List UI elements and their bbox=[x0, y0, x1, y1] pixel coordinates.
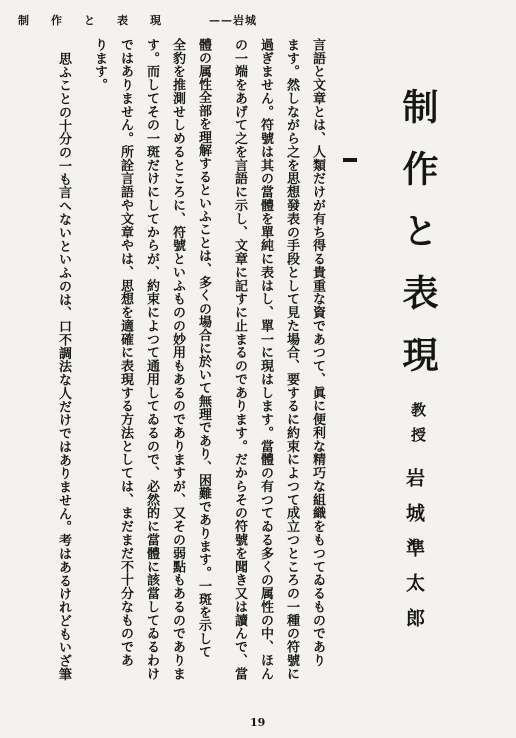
body-line: 思ふことの十分の一も言へないといふのは、口不調法な人だけではありません。考はあるけれどもいざ筆 bbox=[56, 52, 71, 681]
body-line: 言語と文章とは、人類だけが有ち得る貴重な資であつて、眞に便利な精巧な組織をもつてゐるものであり bbox=[310, 38, 325, 667]
page-number: 19 bbox=[250, 716, 266, 729]
section-mark bbox=[343, 158, 357, 162]
running-header-title: 制作と表現 bbox=[18, 14, 183, 27]
body-line: ではありません。所詮言語や文章やは、思想を適確に表現する方法としては、まだまだ不十分なものであ bbox=[118, 38, 133, 667]
running-header-author: ——岩城 bbox=[209, 14, 257, 27]
body-line: 過ぎません。符號は其の當體を單純に表はし、單一に現はします。當體の有つてゐる多くの属性の中、ほん bbox=[258, 38, 273, 681]
body-line: ます。然しながら之を思想發表の手段として見た場合、要するに約束によつて成立つところの一種の符號に bbox=[284, 38, 299, 681]
author-role: 教授 bbox=[409, 402, 427, 452]
body-line: ります。 bbox=[92, 38, 107, 92]
body-line: 全豹を推測せしめるところに、符號といふものの妙用もあるのでありますが、又その弱點もあるのでありま bbox=[170, 38, 185, 681]
running-header bbox=[18, 12, 257, 28]
author-name: 岩城準太郎 bbox=[403, 468, 425, 643]
body-line: す。而してその一斑だけにしてからが、約束によつて通用してゐるので、必然的に當體に該當してゐるわけ bbox=[144, 38, 159, 681]
body-line: 體の属性全部を理解するといふことは、多くの場合に於いて無理であり、困難であります。一斑を示して bbox=[196, 38, 211, 659]
body-line: の一端をあげて之を言語に示し、文章に記すに止まるのであります。だからその符號を聞き又は讀んで、當 bbox=[232, 38, 247, 681]
article-title: 制作と表現 bbox=[397, 88, 439, 398]
